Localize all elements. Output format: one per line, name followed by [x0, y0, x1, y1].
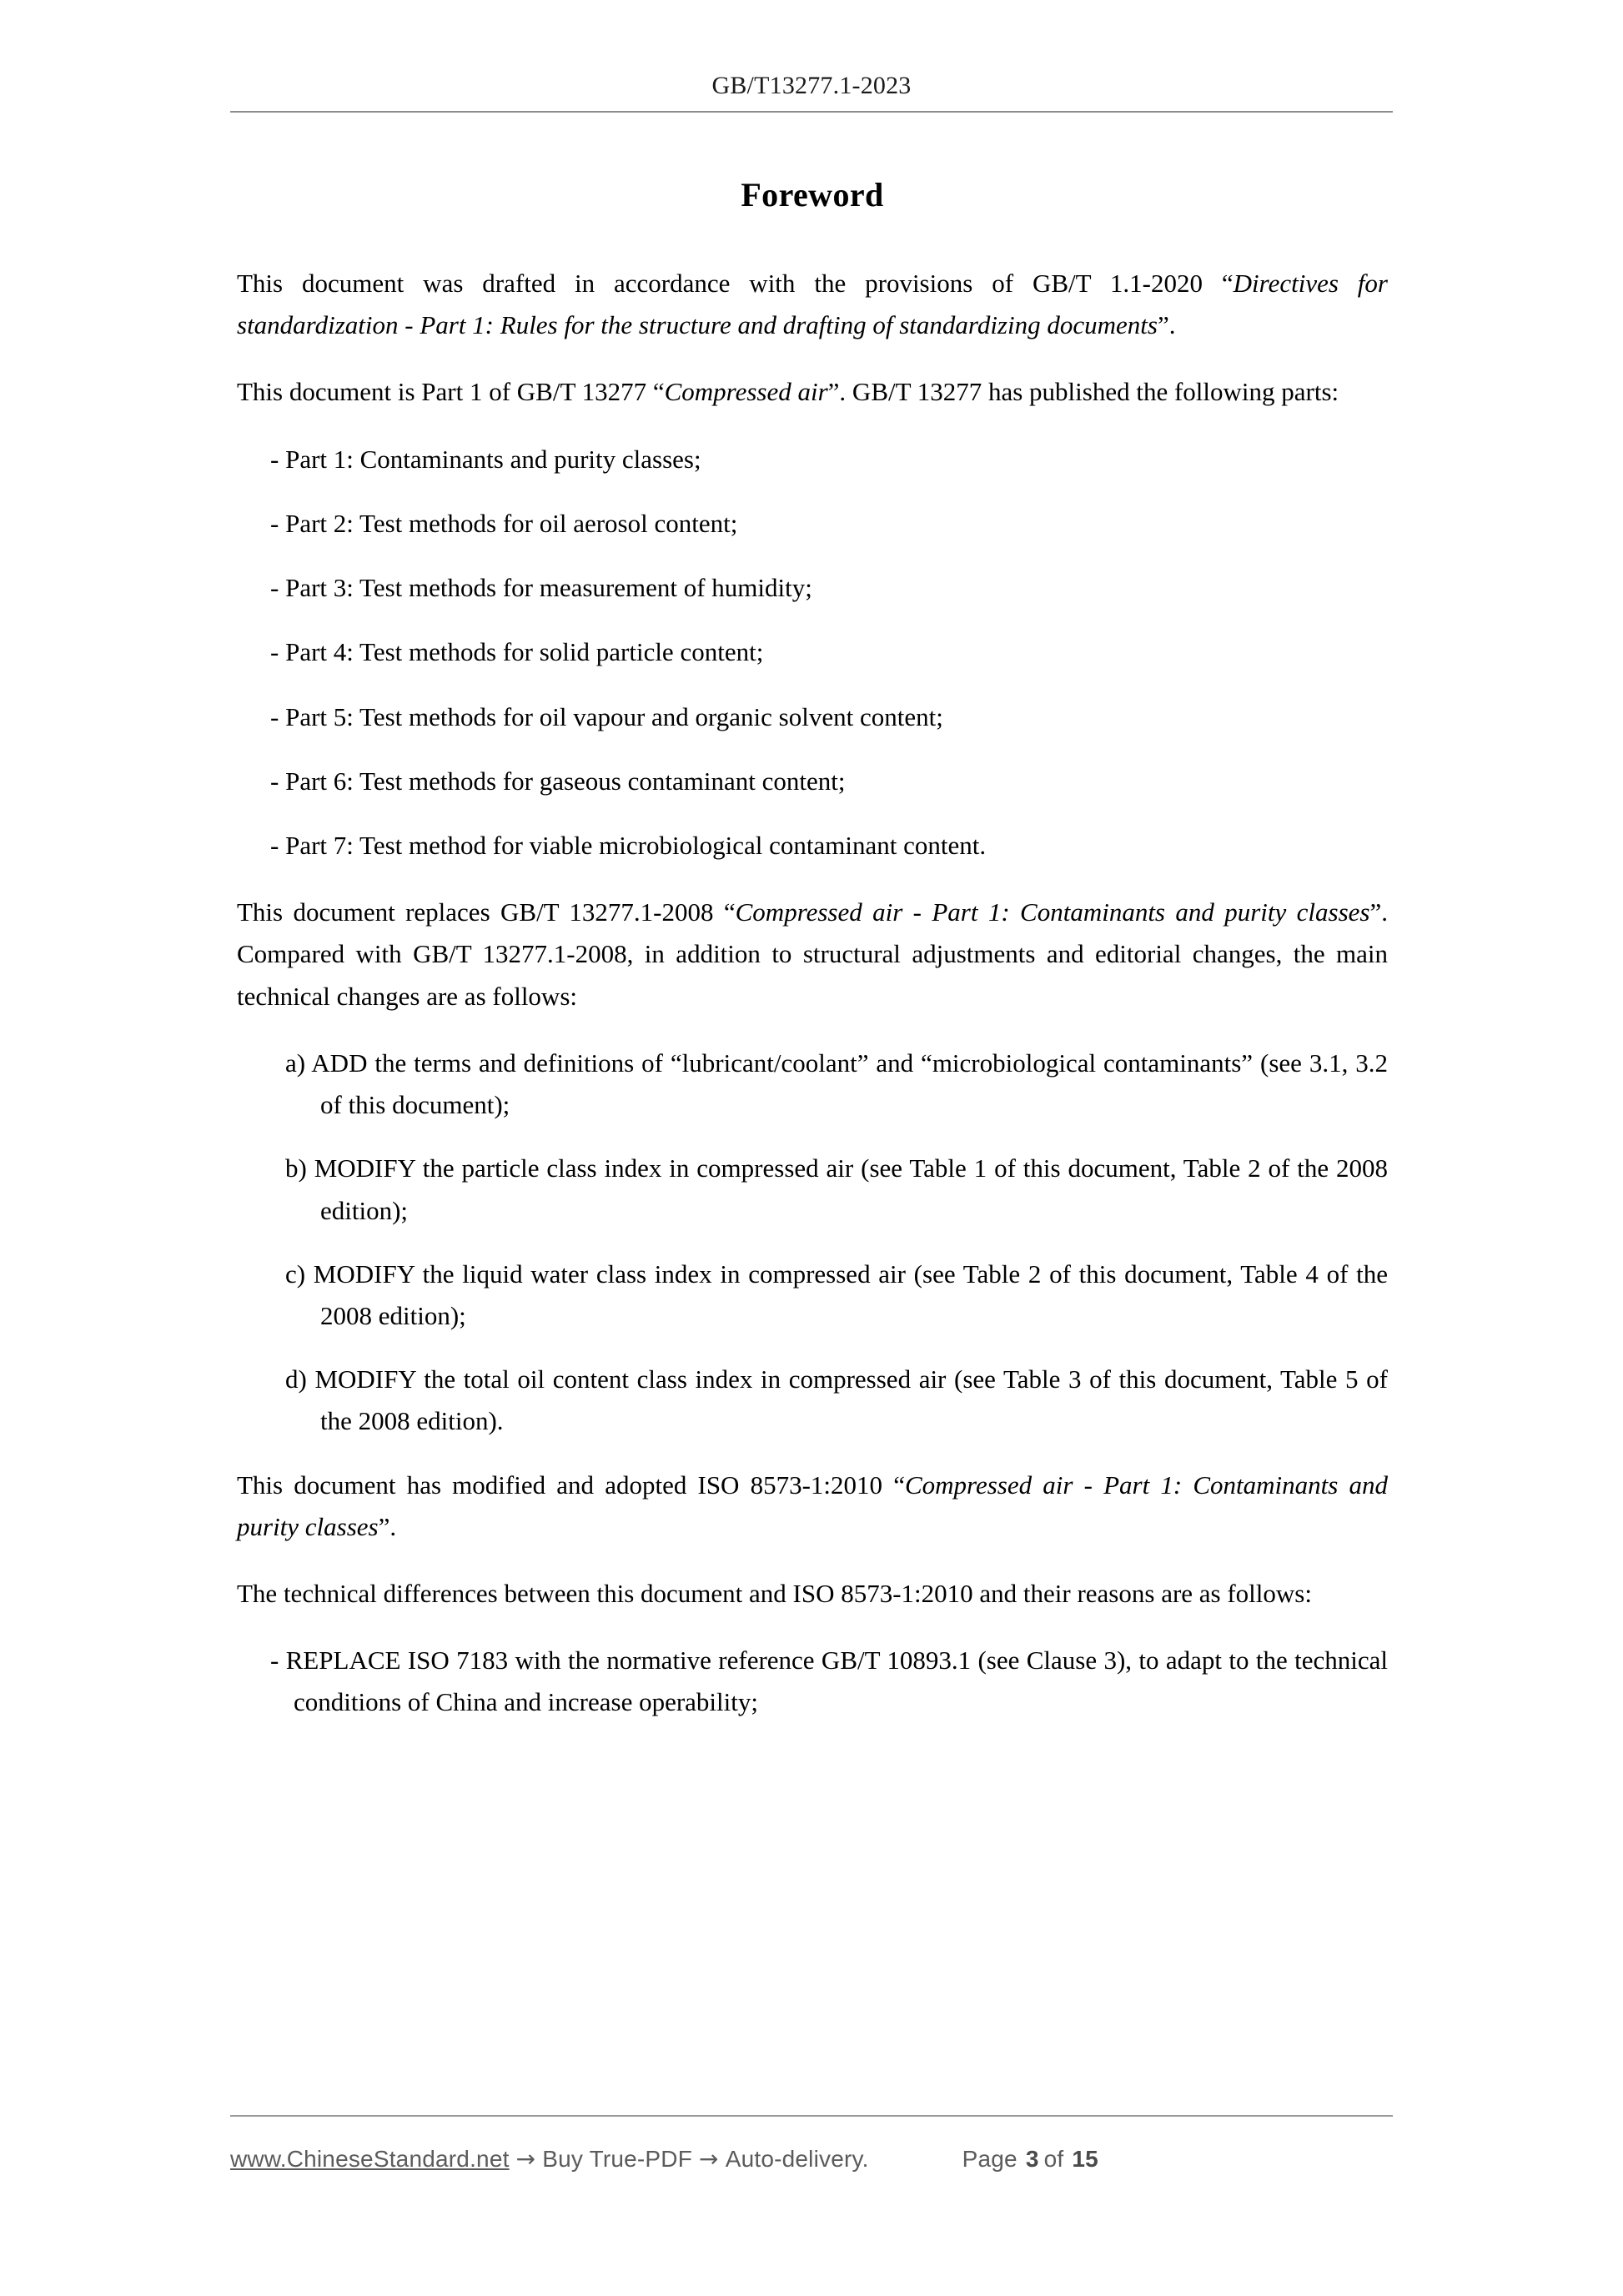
footer-divider [230, 2115, 1393, 2117]
list-item: - Part 6: Test methods for gaseous contaminant content; [270, 766, 846, 796]
footer-promo-buy: Buy True-PDF [542, 2146, 693, 2172]
published-parts-list [237, 439, 1388, 867]
header-divider [230, 111, 1393, 113]
paragraph-text-plain-end: ”. [378, 1511, 397, 1541]
footer-promo [230, 2145, 869, 2173]
page-footer [230, 2115, 1393, 2173]
total-page-count: 15 [1072, 2146, 1098, 2172]
list-item: - Part 1: Contaminants and purity classes; [270, 444, 701, 474]
list-item: a) ADD the terms and definitions of “lubricant/coolant” and “microbiological contaminants” (see 3.1, 3.2 of this document); [285, 1048, 1388, 1120]
document-body [237, 175, 1388, 1746]
paragraph-iso-adoption [237, 1465, 1388, 1548]
paragraph-text-plain-end: ”. [1157, 310, 1176, 340]
list-item: - REPLACE ISO 7183 with the normative reference GB/T 10893.1 (see Clause 3), to adapt to the technical conditions of China and increase operability; [270, 1645, 1388, 1717]
standard-code-header: GB/T13277.1-2023 [711, 72, 912, 99]
paragraph-text-plain: This document has modified and adopted ISO 8573-1:2010 “ [237, 1470, 905, 1500]
paragraph-technical-differences-intro: The technical differences between this document and ISO 8573-1:2010 and their reasons are as follows: [237, 1579, 1312, 1609]
list-item: b) MODIFY the particle class index in compressed air (see Table 1 of this document, Table 2 of the 2008 edition); [285, 1153, 1388, 1225]
standard-title-italic: Directives for standardization - Part 1: Rules for the structure and drafting of standardizing documents [237, 269, 1388, 340]
current-page-number: 3 [1025, 2146, 1039, 2172]
footer-website-link[interactable]: www.ChineseStandard.net [230, 2146, 510, 2172]
list-item: c) MODIFY the liquid water class index in compressed air (see Table 2 of this document, Table 4 of the 2008 edition); [285, 1259, 1388, 1330]
page-header [230, 72, 1393, 113]
of-label: of [1043, 2146, 1064, 2172]
standard-title-italic: Compressed air - Part 1: Contaminants and purity classes [237, 1470, 1388, 1541]
list-item: - Part 3: Test methods for measurement of humidity; [270, 573, 812, 603]
paragraph-part-of-series [237, 371, 1388, 413]
list-item: - Part 7: Test method for viable microbiological contaminant content. [270, 830, 987, 860]
technical-differences-list [237, 1640, 1388, 1723]
list-item: d) MODIFY the total oil content class index in compressed air (see Table 3 of this document, Table 5 of the 2008 edition). [285, 1364, 1388, 1436]
page-indicator [962, 2146, 1103, 2173]
technical-changes-list [237, 1042, 1388, 1443]
list-item: - Part 2: Test methods for oil aerosol content; [270, 508, 738, 538]
page-title: Foreword [741, 176, 884, 214]
paragraph-text-plain-end: ”. GB/T 13277 has published the following parts: [827, 377, 1339, 407]
footer-promo-delivery: Auto-delivery. [725, 2146, 869, 2172]
paragraph-drafting-provisions [237, 263, 1388, 346]
paragraph-text-plain: This document replaces GB/T 13277.1-2008 “ [237, 897, 736, 927]
paragraph-replaces-2008 [237, 892, 1388, 1017]
paragraph-text-plain: This document is Part 1 of GB/T 13277 “ [237, 377, 665, 407]
arrow-right-icon: → [515, 2145, 536, 2173]
list-item: - Part 5: Test methods for oil vapour and organic solvent content; [270, 701, 943, 731]
page-label: Page [962, 2146, 1018, 2172]
standard-title-italic: Compressed air - Part 1: Contaminants and purity classes [735, 897, 1370, 927]
standard-title-italic: Compressed air [664, 377, 828, 407]
paragraph-text-plain: This document was drafted in accordance with the provisions of GB/T 1.1-2020 “ [237, 269, 1234, 298]
paragraph-text-plain-end: ”. Compared with GB/T 13277.1-2008, in addition to structural adjustments and editorial changes, the main technical changes are as follows: [237, 897, 1388, 1011]
list-item: - Part 4: Test methods for solid particle content; [270, 637, 764, 667]
arrow-right-icon: → [699, 2145, 719, 2173]
